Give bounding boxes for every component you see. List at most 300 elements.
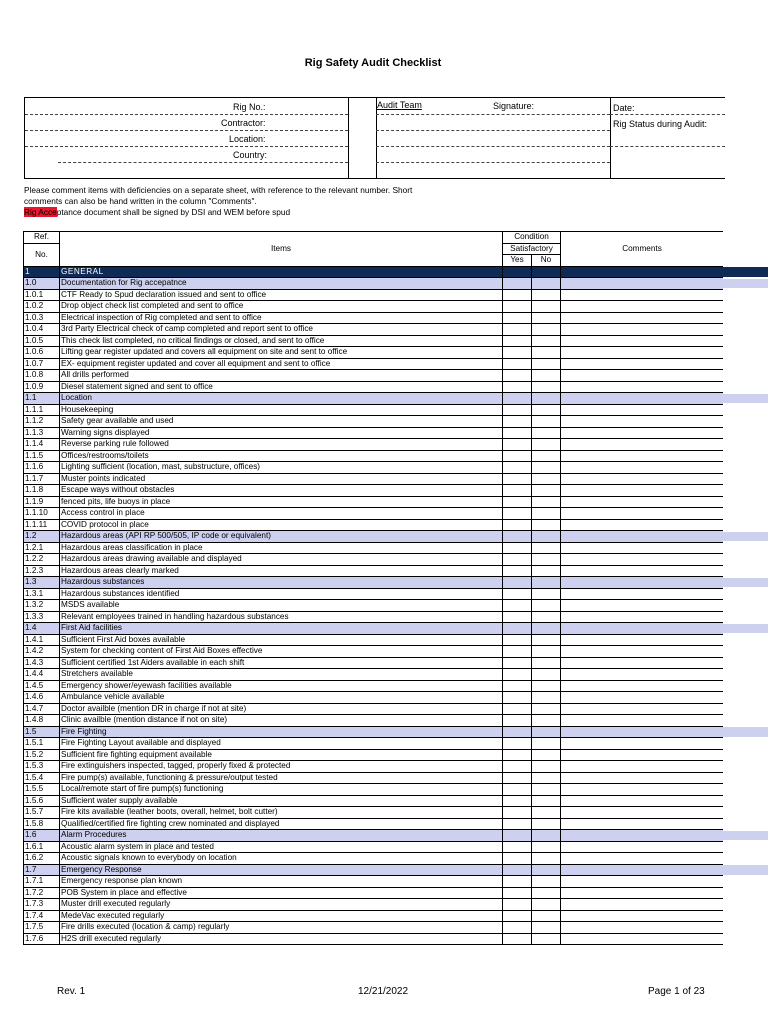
ref-cell: 1.5.2: [24, 749, 60, 761]
comments-cell[interactable]: [561, 738, 724, 750]
no-checkbox-cell[interactable]: [532, 565, 561, 577]
comments-cell[interactable]: [561, 554, 724, 566]
yes-checkbox-cell[interactable]: [503, 887, 532, 899]
no-checkbox-cell[interactable]: [532, 887, 561, 899]
ref-header: Ref.: [24, 232, 60, 244]
subsection-row: [24, 393, 724, 405]
comments-cell[interactable]: [561, 519, 724, 531]
yes-checkbox-cell[interactable]: [503, 910, 532, 922]
rig-status-field[interactable]: [610, 146, 725, 147]
yes-checkbox-cell[interactable]: [503, 370, 532, 382]
no-checkbox-cell[interactable]: [532, 312, 561, 324]
item-cell: Relevant employees trained in handling hazardous substances: [60, 611, 503, 623]
ref-cell: 1.0.9: [24, 381, 60, 393]
yes-checkbox-cell[interactable]: [503, 922, 532, 934]
comments-cell[interactable]: [561, 462, 724, 474]
checklist-row: [24, 519, 724, 531]
ref-cell: 1.0: [24, 278, 60, 290]
yes-checkbox-cell[interactable]: [503, 611, 532, 623]
contractor-field[interactable]: [25, 130, 348, 131]
yes-checkbox-cell: [503, 623, 532, 635]
comments-cell[interactable]: [561, 473, 724, 485]
audit-team-line[interactable]: [376, 146, 610, 147]
no-checkbox-cell[interactable]: [532, 519, 561, 531]
yes-checkbox-cell[interactable]: [503, 933, 532, 945]
signature-label: Signature:: [493, 101, 535, 111]
comments-cell[interactable]: [561, 761, 724, 773]
checklist-row: [24, 634, 724, 646]
checklist-row: [24, 404, 724, 416]
ref-cell: 1.5.4: [24, 772, 60, 784]
no-checkbox-cell[interactable]: [532, 657, 561, 669]
yes-checkbox-cell[interactable]: [503, 807, 532, 819]
no-checkbox-cell[interactable]: [532, 715, 561, 727]
ref-cell: 1.1.2: [24, 416, 60, 428]
no-checkbox-cell[interactable]: [532, 807, 561, 819]
no-checkbox-cell[interactable]: [532, 542, 561, 554]
no-checkbox-cell[interactable]: [532, 588, 561, 600]
item-cell: MedeVac executed regularly: [60, 910, 503, 922]
yes-checkbox-cell[interactable]: [503, 680, 532, 692]
ref-cell: 1.7.1: [24, 876, 60, 888]
yes-checkbox-cell[interactable]: [503, 715, 532, 727]
no-checkbox-cell[interactable]: [532, 738, 561, 750]
no-checkbox-cell[interactable]: [532, 876, 561, 888]
no-checkbox-cell[interactable]: [532, 703, 561, 715]
item-cell: POB System in place and effective: [60, 887, 503, 899]
item-cell: This check list completed, no critical findings or closed, and sent to office: [60, 335, 503, 347]
no-checkbox-cell[interactable]: [532, 841, 561, 853]
ref-cell: 1.1.6: [24, 462, 60, 474]
checklist-row: [24, 600, 724, 612]
no-checkbox-cell[interactable]: [532, 669, 561, 681]
comments-cell[interactable]: [561, 312, 724, 324]
subsection-row: [24, 726, 724, 738]
comments-cell[interactable]: [561, 496, 724, 508]
comments-cell[interactable]: [561, 508, 724, 520]
row-band-extension: [723, 727, 768, 737]
comments-cell[interactable]: [561, 876, 724, 888]
comments-cell[interactable]: [561, 922, 724, 934]
no-checkbox-cell: [532, 830, 561, 842]
no-checkbox-cell[interactable]: [532, 818, 561, 830]
checklist-row: [24, 427, 724, 439]
ref-cell: 1.7.2: [24, 887, 60, 899]
ref-cell: 1.4.4: [24, 669, 60, 681]
no-checkbox-cell[interactable]: [532, 462, 561, 474]
yes-checkbox-cell[interactable]: [503, 439, 532, 451]
no-checkbox-cell[interactable]: [532, 496, 561, 508]
yes-checkbox-cell[interactable]: [503, 404, 532, 416]
comments-cell[interactable]: [561, 588, 724, 600]
audit-team-line[interactable]: [376, 162, 610, 163]
ref-cell: 1.4: [24, 623, 60, 635]
item-cell: First Aid facilities: [60, 623, 503, 635]
yes-checkbox-cell[interactable]: [503, 381, 532, 393]
checklist-row: [24, 646, 724, 658]
row-band-extension: [723, 831, 768, 841]
no-checkbox-cell[interactable]: [532, 646, 561, 658]
no-checkbox-cell: [532, 577, 561, 589]
yes-checkbox-cell[interactable]: [503, 669, 532, 681]
no-checkbox-cell[interactable]: [532, 335, 561, 347]
no-checkbox-cell[interactable]: [532, 680, 561, 692]
yes-checkbox-cell[interactable]: [503, 312, 532, 324]
yes-checkbox-cell[interactable]: [503, 450, 532, 462]
yes-checkbox-cell[interactable]: [503, 646, 532, 658]
no-checkbox-cell[interactable]: [532, 749, 561, 761]
condition-header: Condition: [503, 232, 561, 244]
item-cell: Location: [60, 393, 503, 405]
ref-cell: 1.5.3: [24, 761, 60, 773]
comments-cell[interactable]: [561, 542, 724, 554]
audit-team-label: Audit Team: [377, 100, 422, 110]
no-checkbox-cell[interactable]: [532, 761, 561, 773]
item-cell: Sufficient water supply available: [60, 795, 503, 807]
comments-cell: [561, 623, 724, 635]
subsection-row: [24, 278, 724, 290]
comments-cell[interactable]: [561, 818, 724, 830]
ref-cell: 1.0.6: [24, 347, 60, 359]
subsection-row: [24, 577, 724, 589]
item-cell: EX- equipment register updated and cover all equipment and sent to office: [60, 358, 503, 370]
ref-cell: 1: [24, 266, 60, 278]
footer-page: Page 1 of 23: [648, 986, 705, 997]
comments-cell: [561, 266, 724, 278]
yes-checkbox-cell[interactable]: [503, 473, 532, 485]
comments-cell[interactable]: [561, 680, 724, 692]
note-line: [24, 207, 464, 218]
item-cell: Fire extinguishers inspected, tagged, properly fixed & protected: [60, 761, 503, 773]
no-checkbox-cell[interactable]: [532, 301, 561, 313]
yes-checkbox-cell[interactable]: [503, 554, 532, 566]
yes-checkbox-cell[interactable]: [503, 657, 532, 669]
audit-team-line[interactable]: [376, 114, 610, 115]
ref-cell: 1.4.2: [24, 646, 60, 658]
no-checkbox-cell: [532, 864, 561, 876]
ref-cell: 1.3.3: [24, 611, 60, 623]
item-cell: Fire pump(s) available, functioning & pressure/output tested: [60, 772, 503, 784]
item-cell: H2S drill executed regularly: [60, 933, 503, 945]
comments-cell[interactable]: [561, 358, 724, 370]
no-checkbox-cell[interactable]: [532, 611, 561, 623]
yes-checkbox-cell: [503, 726, 532, 738]
rig-no-field[interactable]: [25, 114, 348, 115]
comments-cell[interactable]: [561, 439, 724, 451]
no-checkbox-cell: [532, 531, 561, 543]
yes-checkbox-cell[interactable]: [503, 416, 532, 428]
yes-checkbox-cell[interactable]: [503, 738, 532, 750]
yes-checkbox-cell[interactable]: [503, 634, 532, 646]
item-cell: Hazardous areas clearly marked: [60, 565, 503, 577]
checklist-row: [24, 680, 724, 692]
no-checkbox-cell[interactable]: [532, 450, 561, 462]
comments-cell[interactable]: [561, 887, 724, 899]
no-checkbox-cell[interactable]: [532, 381, 561, 393]
item-cell: All drills performed: [60, 370, 503, 382]
checklist-row: [24, 508, 724, 520]
no-checkbox-cell[interactable]: [532, 485, 561, 497]
comments-cell[interactable]: [561, 370, 724, 382]
yes-checkbox-cell: [503, 278, 532, 290]
comments-cell[interactable]: [561, 381, 724, 393]
comments-cell[interactable]: [561, 784, 724, 796]
checklist-row: [24, 669, 724, 681]
ref-cell: 1.4.8: [24, 715, 60, 727]
no-checkbox-cell[interactable]: [532, 404, 561, 416]
no-checkbox-cell[interactable]: [532, 772, 561, 784]
date-field[interactable]: [610, 114, 725, 115]
yes-checkbox-cell[interactable]: [503, 772, 532, 784]
item-cell: Lighting sufficient (location, mast, substructure, offices): [60, 462, 503, 474]
yes-checkbox-cell[interactable]: [503, 519, 532, 531]
comments-cell[interactable]: [561, 324, 724, 336]
comments-cell: [561, 531, 724, 543]
comments-cell[interactable]: [561, 301, 724, 313]
comments-cell[interactable]: [561, 347, 724, 359]
yes-checkbox-cell[interactable]: [503, 600, 532, 612]
yes-checkbox-cell[interactable]: [503, 692, 532, 704]
audit-header-box: [24, 97, 725, 179]
checklist-row: [24, 933, 724, 945]
item-cell: Warning signs displayed: [60, 427, 503, 439]
no-checkbox-cell: [532, 393, 561, 405]
item-cell: Access control in place: [60, 508, 503, 520]
divider: [376, 98, 377, 178]
no-checkbox-cell[interactable]: [532, 634, 561, 646]
checklist-row: [24, 853, 724, 865]
comments-cell[interactable]: [561, 565, 724, 577]
row-band-extension: [723, 532, 768, 542]
comments-cell[interactable]: [561, 715, 724, 727]
comments-cell[interactable]: [561, 795, 724, 807]
comments-cell: [561, 830, 724, 842]
yes-checkbox-cell[interactable]: [503, 876, 532, 888]
audit-team-line[interactable]: [376, 130, 610, 131]
no-checkbox-cell[interactable]: [532, 795, 561, 807]
no-checkbox-cell[interactable]: [532, 324, 561, 336]
ref-cell: 1.6.1: [24, 841, 60, 853]
no-checkbox-cell[interactable]: [532, 784, 561, 796]
yes-checkbox-cell: [503, 830, 532, 842]
no-checkbox-cell[interactable]: [532, 692, 561, 704]
comments-cell[interactable]: [561, 485, 724, 497]
item-cell: Emergency response plan known: [60, 876, 503, 888]
no-checkbox-cell[interactable]: [532, 508, 561, 520]
yes-checkbox-cell[interactable]: [503, 462, 532, 474]
checklist-row: [24, 381, 724, 393]
no-checkbox-cell[interactable]: [532, 853, 561, 865]
yes-checkbox-cell[interactable]: [503, 784, 532, 796]
yes-checkbox-cell[interactable]: [503, 289, 532, 301]
ref-cell: 1.1.11: [24, 519, 60, 531]
comments-cell[interactable]: [561, 404, 724, 416]
yes-checkbox-cell[interactable]: [503, 301, 532, 313]
ref-cell: 1.4.3: [24, 657, 60, 669]
checklist-row: [24, 289, 724, 301]
yes-checkbox-cell[interactable]: [503, 818, 532, 830]
location-label: Location:: [229, 134, 266, 144]
footer-rev: Rev. 1: [57, 986, 86, 997]
no-checkbox-cell[interactable]: [532, 347, 561, 359]
yes-header: Yes: [503, 255, 532, 267]
comments-cell[interactable]: [561, 899, 724, 911]
divider: [610, 98, 611, 178]
item-cell: Hazardous areas (API RP 500/505, IP code or equivalent): [60, 531, 503, 543]
item-cell: Alarm Procedures: [60, 830, 503, 842]
checklist-row: [24, 554, 724, 566]
yes-checkbox-cell[interactable]: [503, 508, 532, 520]
yes-checkbox-cell[interactable]: [503, 335, 532, 347]
item-cell: Hazardous areas drawing available and displayed: [60, 554, 503, 566]
ref-cell: 1.7: [24, 864, 60, 876]
item-cell: Sufficient First Aid boxes available: [60, 634, 503, 646]
location-field[interactable]: [25, 146, 348, 147]
yes-checkbox-cell[interactable]: [503, 347, 532, 359]
ref-cell: 1.3.1: [24, 588, 60, 600]
yes-checkbox-cell[interactable]: [503, 749, 532, 761]
yes-checkbox-cell[interactable]: [503, 358, 532, 370]
comments-cell[interactable]: [561, 749, 724, 761]
comments-cell[interactable]: [561, 335, 724, 347]
no-checkbox-cell[interactable]: [532, 600, 561, 612]
no-checkbox-cell[interactable]: [532, 289, 561, 301]
no-checkbox-cell[interactable]: [532, 899, 561, 911]
ref-cell: 1.4.6: [24, 692, 60, 704]
comments-cell[interactable]: [561, 669, 724, 681]
checklist-row: [24, 692, 724, 704]
comments-cell: [561, 864, 724, 876]
item-cell: Clinic availble (mention distance if not on site): [60, 715, 503, 727]
item-cell: Stretchers available: [60, 669, 503, 681]
item-cell: 3rd Party Electrical check of camp completed and report sent to office: [60, 324, 503, 336]
item-cell: Offices/restrooms/toilets: [60, 450, 503, 462]
comments-cell[interactable]: [561, 416, 724, 428]
section-row: [24, 266, 724, 278]
yes-checkbox-cell[interactable]: [503, 427, 532, 439]
ref-cell: 1.0.4: [24, 324, 60, 336]
no-checkbox-cell[interactable]: [532, 473, 561, 485]
yes-checkbox-cell[interactable]: [503, 542, 532, 554]
item-cell: CTF Ready to Spud declaration issued and sent to office: [60, 289, 503, 301]
item-cell: Hazardous substances identified: [60, 588, 503, 600]
comments-cell[interactable]: [561, 450, 724, 462]
comments-cell[interactable]: [561, 427, 724, 439]
yes-checkbox-cell[interactable]: [503, 496, 532, 508]
ref-cell: 1.5: [24, 726, 60, 738]
checklist-row: [24, 358, 724, 370]
comments-cell[interactable]: [561, 772, 724, 784]
subsection-row: [24, 864, 724, 876]
comments-cell[interactable]: [561, 692, 724, 704]
comments-cell[interactable]: [561, 807, 724, 819]
ref-cell: 1.5.7: [24, 807, 60, 819]
checklist-row: [24, 450, 724, 462]
comments-cell[interactable]: [561, 841, 724, 853]
comments-cell[interactable]: [561, 853, 724, 865]
comments-cell[interactable]: [561, 933, 724, 945]
item-cell: Safety gear available and used: [60, 416, 503, 428]
comments-cell[interactable]: [561, 611, 724, 623]
comments-cell[interactable]: [561, 646, 724, 658]
checklist-row: [24, 761, 724, 773]
no-checkbox-cell[interactable]: [532, 439, 561, 451]
ref-cell: 1.6: [24, 830, 60, 842]
yes-checkbox-cell[interactable]: [503, 841, 532, 853]
yes-checkbox-cell[interactable]: [503, 588, 532, 600]
date-label: Date:: [613, 103, 635, 113]
yes-checkbox-cell[interactable]: [503, 853, 532, 865]
comments-cell: [561, 577, 724, 589]
no-checkbox-cell[interactable]: [532, 427, 561, 439]
no-checkbox-cell[interactable]: [532, 416, 561, 428]
yes-checkbox-cell[interactable]: [503, 761, 532, 773]
no-checkbox-cell[interactable]: [532, 933, 561, 945]
checklist-row: [24, 439, 724, 451]
yes-checkbox-cell[interactable]: [503, 795, 532, 807]
ref-cell: 1.2.3: [24, 565, 60, 577]
no-checkbox-cell[interactable]: [532, 370, 561, 382]
no-header-col: No: [532, 255, 561, 267]
yes-checkbox-cell: [503, 393, 532, 405]
item-cell: System for checking content of First Aid Boxes effective: [60, 646, 503, 658]
yes-checkbox-cell[interactable]: [503, 485, 532, 497]
ref-cell: 1.1.9: [24, 496, 60, 508]
item-cell: Sufficient fire fighting equipment available: [60, 749, 503, 761]
comments-cell[interactable]: [561, 289, 724, 301]
yes-checkbox-cell[interactable]: [503, 703, 532, 715]
ref-cell: 1.6.2: [24, 853, 60, 865]
item-cell: Diesel statement signed and sent to office: [60, 381, 503, 393]
contractor-label: Contractor:: [221, 118, 266, 128]
checklist-row: [24, 496, 724, 508]
checklist-row: [24, 784, 724, 796]
no-checkbox-cell[interactable]: [532, 922, 561, 934]
comments-cell[interactable]: [561, 657, 724, 669]
yes-checkbox-cell[interactable]: [503, 899, 532, 911]
item-cell: Sufficient certified 1st Aiders available in each shift: [60, 657, 503, 669]
comments-cell[interactable]: [561, 910, 724, 922]
checklist-row: [24, 462, 724, 474]
item-cell: Qualified/certified fire fighting crew nominated and displayed: [60, 818, 503, 830]
note-text: ptance document shall be signed by DSI and WEM before spud: [56, 207, 291, 217]
no-checkbox-cell[interactable]: [532, 910, 561, 922]
item-cell: Acoustic alarm system in place and tested: [60, 841, 503, 853]
row-band-extension: [723, 267, 768, 277]
ref-cell: 1.5.8: [24, 818, 60, 830]
item-cell: Electrical inspection of Rig completed and sent to office: [60, 312, 503, 324]
comments-cell[interactable]: [561, 634, 724, 646]
yes-checkbox-cell[interactable]: [503, 565, 532, 577]
row-band-extension: [723, 865, 768, 875]
checklist-row: [24, 738, 724, 750]
comments-cell: [561, 726, 724, 738]
note-line: Please comment items with deficiencies on a separate sheet, with reference to the relevant number. Short: [24, 185, 413, 195]
row-band-extension: [723, 578, 768, 588]
comments-cell[interactable]: [561, 600, 724, 612]
instructions-note: [24, 185, 464, 218]
no-checkbox-cell[interactable]: [532, 358, 561, 370]
no-checkbox-cell[interactable]: [532, 554, 561, 566]
country-field[interactable]: [58, 162, 348, 163]
ref-cell: 1.7.3: [24, 899, 60, 911]
yes-checkbox-cell[interactable]: [503, 324, 532, 336]
row-band-extension: [723, 394, 768, 404]
item-cell: Fire Fighting Layout available and displayed: [60, 738, 503, 750]
comments-cell[interactable]: [561, 703, 724, 715]
header-row: [24, 232, 724, 244]
subsection-row: [24, 830, 724, 842]
